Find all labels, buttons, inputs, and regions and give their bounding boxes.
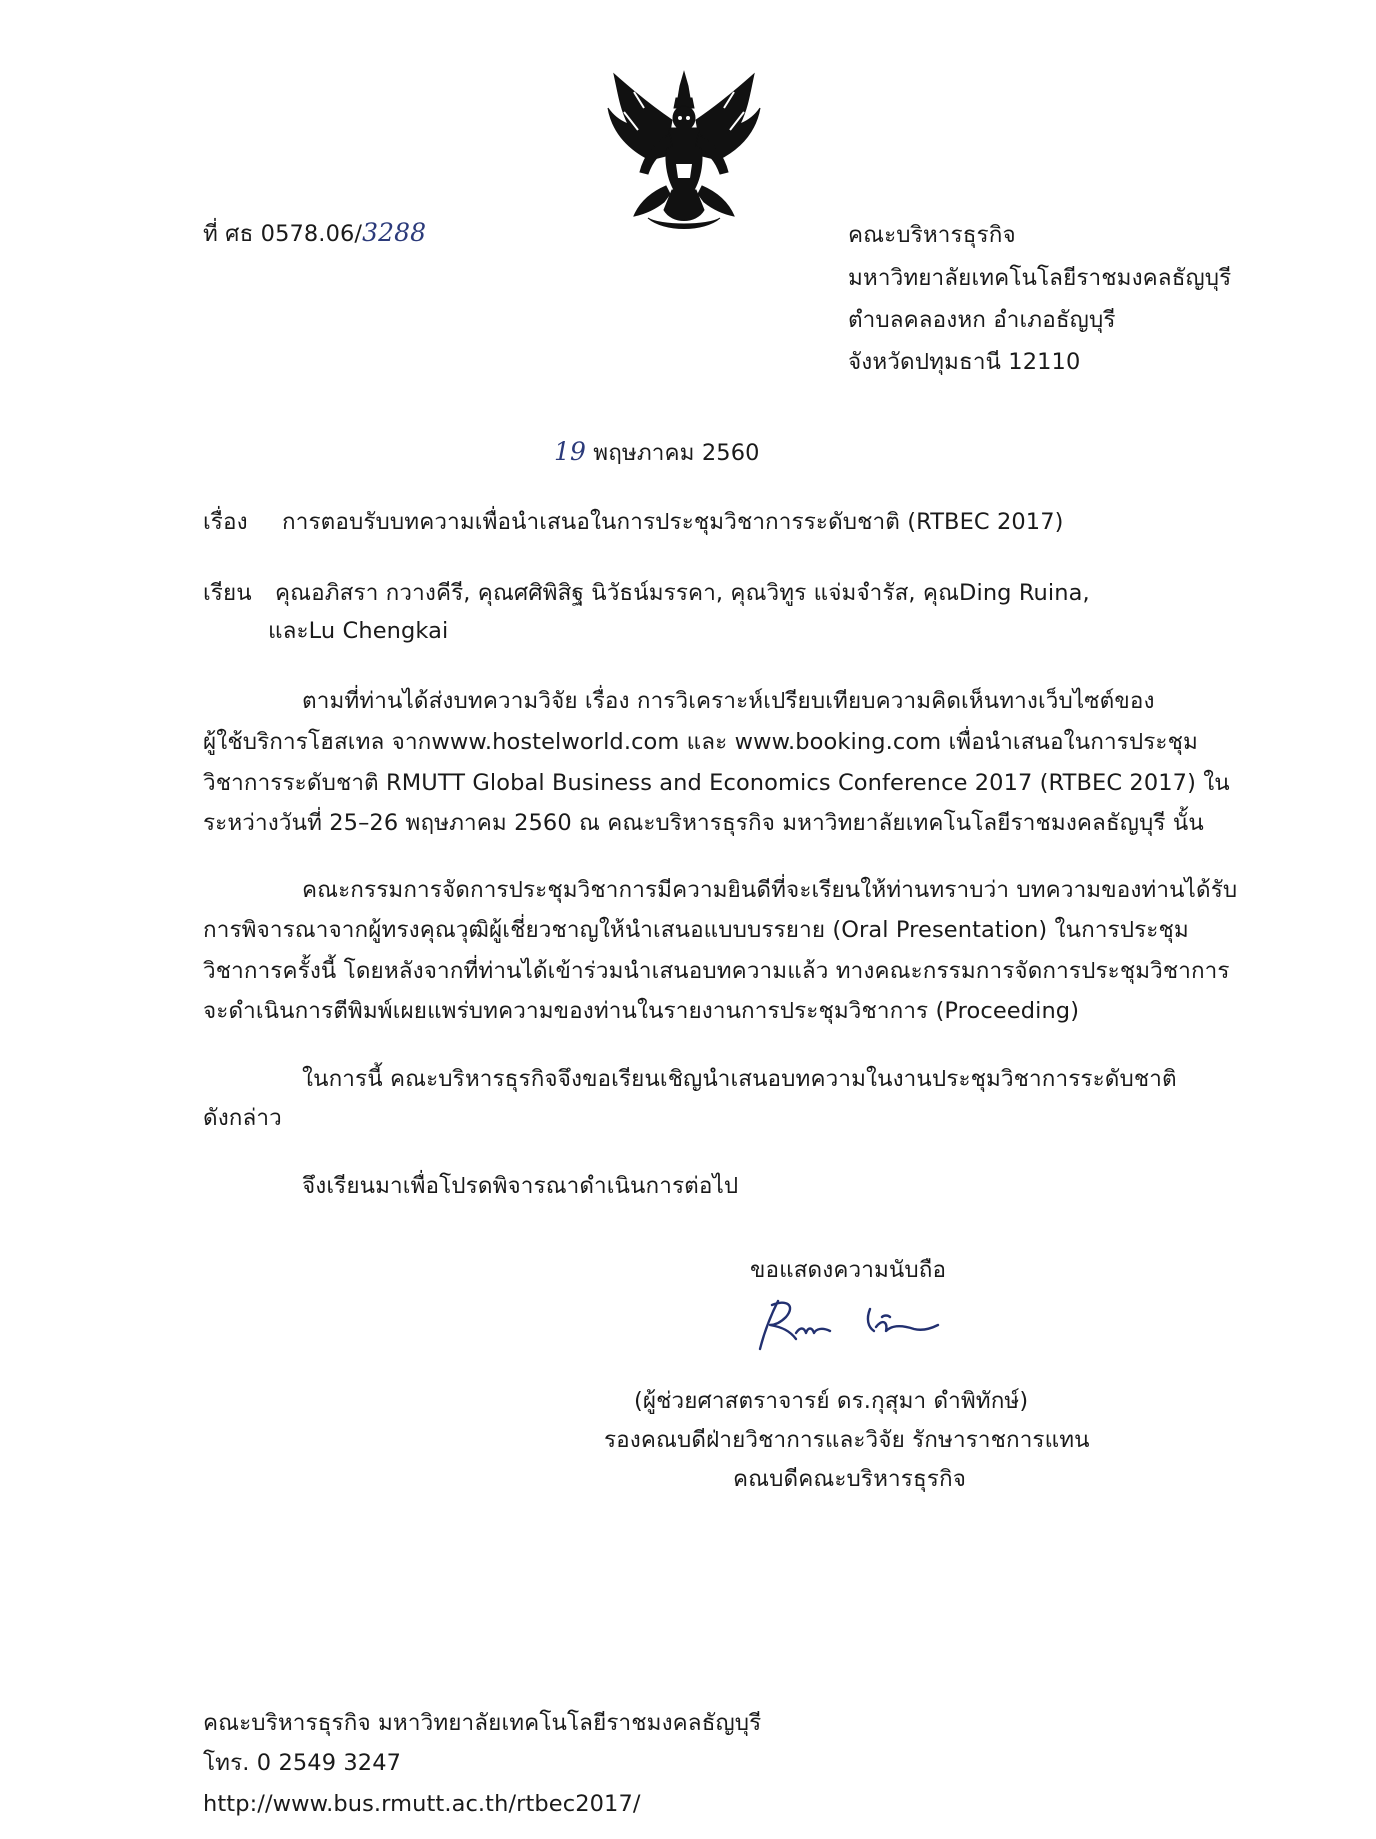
closing-salutation: ขอแสดงความนับถือ [750, 1257, 947, 1283]
reference-number [203, 218, 426, 249]
body-para1-line-1: ตามที่ท่านได้ส่งบทความวิจัย เรื่อง การวิเคราะห์เปรียบเทียบความคิดเห็นทางเว็บไซต์ของ [302, 688, 1155, 714]
letter-date [554, 437, 760, 468]
body-para1-line-4: ระหว่างวันที่ 25–26 พฤษภาคม 2560 ณ คณะบริหารธุรกิจ มหาวิทยาลัยเทคโนโลยีราชมงคลธัญบุรี นั้น [203, 810, 1204, 836]
body-para1-line-2: ผู้ใช้บริการโฮสเทล จากwww.hostelworld.com และ www.booking.com เพื่อนำเสนอในการประชุม [203, 729, 1198, 755]
signatory-position-1: รองคณบดีฝ่ายวิชาการและวิจัย รักษาราชการแทน [604, 1427, 1090, 1453]
footer-url: http://www.bus.rmutt.ac.th/rtbec2017/ [203, 1791, 641, 1817]
reference-prefix: ที่ ศธ 0578.06/ [203, 221, 363, 247]
date-month-year: พฤษภาคม 2560 [593, 440, 760, 466]
signature-icon [756, 1293, 942, 1355]
body-para2-line-1: คณะกรรมการจัดการประชุมวิชาการมีความยินดีที่จะเรียนให้ท่านทราบว่า บทความของท่านได้รับ [302, 877, 1238, 903]
signatory-name: (ผู้ช่วยศาสตราจารย์ ดร.กุสุมา ดำพิทักษ์) [634, 1388, 1029, 1414]
body-para2-line-2: การพิจารณาจากผู้ทรงคุณวุฒิผู้เชี่ยวชาญให้นำเสนอแบบบรรยาย (Oral Presentation) ในการประชุม [203, 917, 1189, 943]
garuda-emblem-icon [604, 68, 764, 238]
recipient-line-1: คุณอภิสรา กวางคีรี, คุณศศิพิสิฐ นิวัธน์มรรคา, คุณวิทูร แจ่มจำรัส, คุณDing Ruina, [275, 580, 1090, 606]
sender-address-line-2: มหาวิทยาลัยเทคโนโลยีราชมงคลธัญบุรี [848, 265, 1232, 291]
date-day-handwritten: 19 [554, 437, 587, 466]
body-para2-line-4: จะดำเนินการตีพิมพ์เผยแพร่บทความของท่านในรายงานการประชุมวิชาการ (Proceeding) [203, 998, 1080, 1024]
subject-label: เรื่อง [203, 509, 248, 535]
body-para3-line-1: ในการนี้ คณะบริหารธุรกิจจึงขอเรียนเชิญนำเสนอบทความในงานประชุมวิชาการระดับชาติ [302, 1066, 1177, 1092]
body-para4: จึงเรียนมาเพื่อโปรดพิจารณาดำเนินการต่อไป [302, 1173, 739, 1199]
sender-address-line-3: ตำบลคลองหก อำเภอธัญบุรี [848, 307, 1116, 333]
recipient-line-2: และLu Chengkai [268, 618, 449, 644]
recipient-label: เรียน [203, 580, 252, 606]
sender-address-line-1: คณะบริหารธุรกิจ [848, 222, 1016, 248]
body-para2-line-3: วิชาการครั้งนี้ โดยหลังจากที่ท่านได้เข้าร่วมนำเสนอบทความแล้ว ทางคณะกรรมการจัดการประชุมวิชาการ [203, 958, 1230, 984]
footer-org: คณะบริหารธุรกิจ มหาวิทยาลัยเทคโนโลยีราชมงคลธัญบุรี [203, 1710, 762, 1736]
reference-number-handwritten: 3288 [362, 218, 427, 247]
body-para1-line-3: วิชาการระดับชาติ RMUTT Global Business and Economics Conference 2017 (RTBEC 2017) ใน [203, 770, 1230, 796]
footer-phone: โทร. 0 2549 3247 [203, 1750, 402, 1776]
sender-address-line-4: จังหวัดปทุมธานี 12110 [848, 349, 1081, 375]
body-para3-line-2: ดังกล่าว [203, 1105, 282, 1131]
signatory-position-2: คณบดีคณะบริหารธุรกิจ [733, 1466, 966, 1492]
subject-text: การตอบรับบทความเพื่อนำเสนอในการประชุมวิชาการระดับชาติ (RTBEC 2017) [282, 509, 1064, 535]
